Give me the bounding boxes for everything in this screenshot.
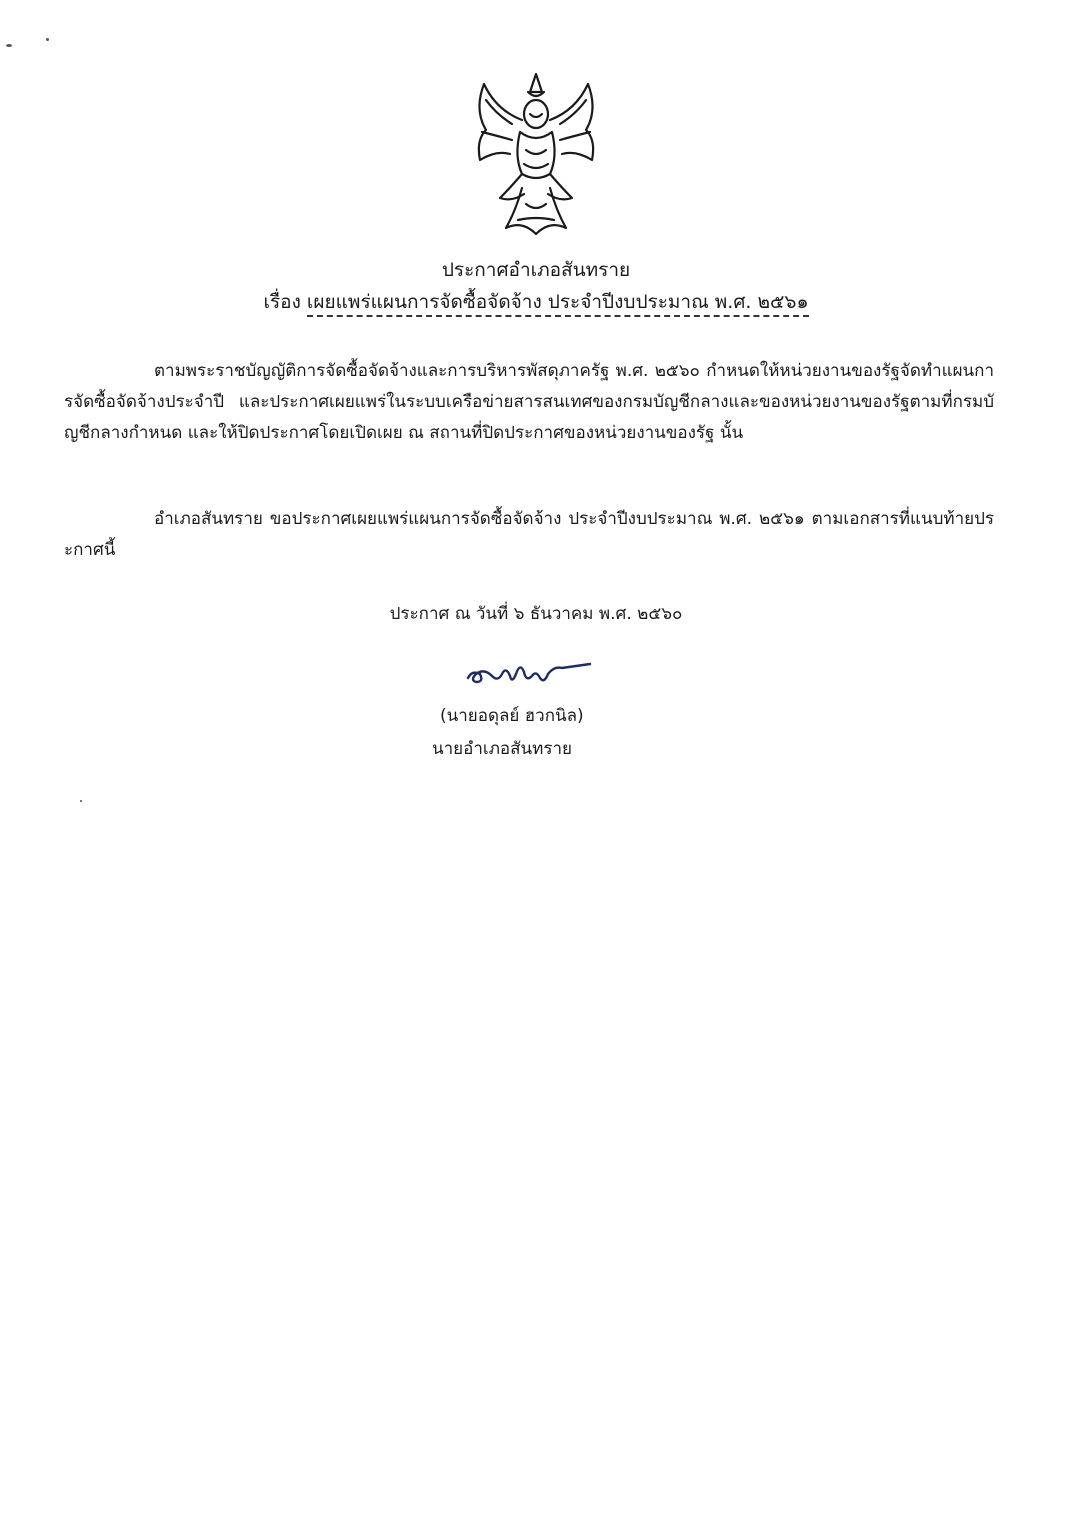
signer-name: (นายอดุลย์ ฮวกนิล) (440, 706, 584, 726)
scan-speck (80, 800, 82, 802)
subject-prefix: เรื่อง (263, 291, 301, 313)
document-subject-line (0, 290, 1072, 314)
garuda-emblem-icon (466, 70, 606, 238)
signature-icon (462, 652, 594, 692)
document-heading: ประกาศอำเภอสันทราย (441, 259, 631, 281)
signer-title: นายอำเภอสันทราย (432, 739, 572, 759)
announcement-date: ประกาศ ณ วันที่ ๖ ธันวาคม พ.ศ. ๒๕๖๐ (389, 604, 683, 624)
scan-speck (46, 38, 49, 41)
body-paragraph-1: ตามพระราชบัญญัติการจัดซื้อจัดจ้างและการบริหารพัสดุภาครัฐ พ.ศ. ๒๕๖๐ กำหนดให้หน่วยงานของรัฐจัดทำแผนการจัดซื้อจัดจ้างประจำปี และประกาศเผยแพร่ในระบบเครือข่ายสารสนเทศของกรมบัญชีกลางและของหน่วยงานของรัฐตามที่กรมบัญชีกลางกำหนด และให้ปิดประกาศโดยเปิดเผย ณ สถานที่ปิดประกาศของหน่วยงานของรัฐ นั้น (64, 361, 994, 443)
scan-speck (6, 44, 12, 47)
body-paragraph-2: อำเภอสันทราย ขอประกาศเผยแพร่แผนการจัดซื้อจัดจ้าง ประจำปีงบประมาณ พ.ศ. ๒๕๖๑ ตามเอกสารที่แนบท้ายประกาศนี้ (64, 509, 994, 560)
subject-text: เผยแพร่แผนการจัดซื้อจัดจ้าง ประจำปีงบประมาณ พ.ศ. ๒๕๖๑ (307, 291, 809, 317)
